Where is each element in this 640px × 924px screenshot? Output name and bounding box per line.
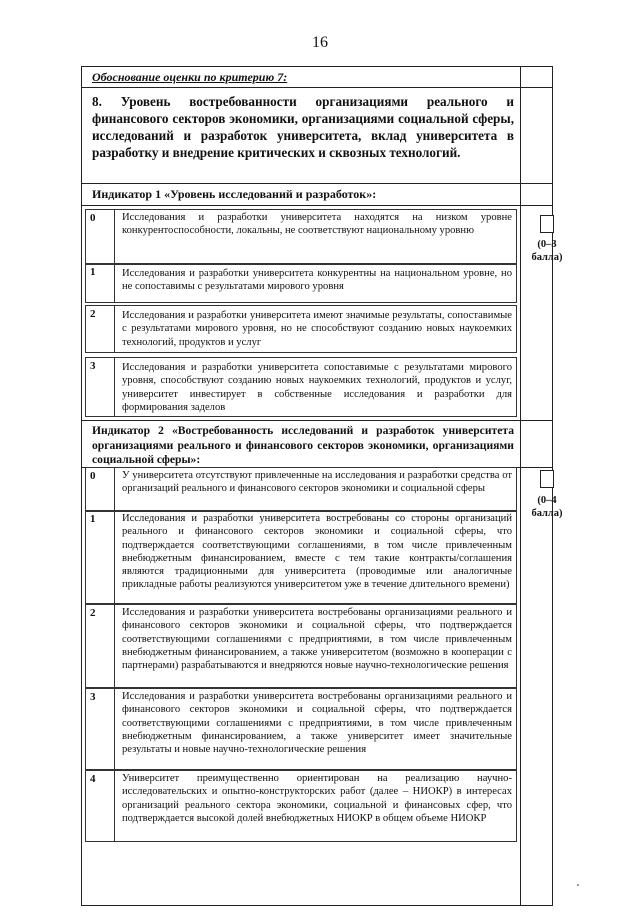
indicator-2-title: Индикатор 2 «Востребованность исследований и разработок университета организациями реального и финансового секторов экономики, организациями социальной сферы»: <box>92 424 514 466</box>
indicator-2-level-4 <box>85 770 517 842</box>
level-description: Исследования и разработки университета востребованы со стороны организаций реального и финансового секторов экономики и социальной сферы, что подтверждается соответствующими соглашениями, в том числе привлеченным внебюджетным финансированием, вместе с тем такие контракты/соглашения являются традиционными для университета (проводимые или аналогичные прикладные работы реализуются университетом уже в течение длительного времени) <box>122 513 512 591</box>
justification-heading: Обоснование оценки по критерию 7: <box>92 70 288 84</box>
row-divider <box>81 87 553 88</box>
level-description: Исследования и разработки университета находятся на низком уровне конкурентоспособности, локальны, не соответствуют национальному уровню <box>122 212 512 237</box>
indicator-2-score-range: (0–4 <box>537 495 557 506</box>
scan-speck <box>577 884 579 886</box>
indicator-1-level-0 <box>85 209 517 265</box>
indicator-1-score-checkbox[interactable] <box>540 215 554 233</box>
row-divider <box>81 183 553 184</box>
indicator-2-score-checkbox[interactable] <box>540 470 554 488</box>
level-description: Исследования и разработки университета имеют значимые результаты, сопоставимые с результатами мирового уровня, но не способствуют созданию новых наукоемких технологий, продуктов и услуг <box>122 310 512 348</box>
level-number: 0 <box>90 212 96 224</box>
level-number: 1 <box>90 513 96 525</box>
indicator-2-level-3 <box>85 688 517 770</box>
indicator-2-score-unit: балла) <box>531 508 563 519</box>
row-divider <box>81 420 553 421</box>
indicator-1-level-2 <box>85 305 517 353</box>
score-column-divider <box>520 66 521 906</box>
level-number: 1 <box>90 266 96 278</box>
criterion-title: 8. Уровень востребованности организациями реального и финансового секторов экономики, организациями социальной сферы, исследований и разработок университета, вклад университета в разработку и внедрение критических и сквозных технологий. <box>92 94 514 160</box>
indicator-1-level-3 <box>85 357 517 417</box>
indicator-1-level-1 <box>85 263 517 303</box>
level-number: 2 <box>90 308 96 320</box>
level-description: Исследования и разработки университета востребованы организациями реального и финансового секторов экономики и социальной сферы, что подтверждается соответствующими соглашениями с предприятиями, в том числе привлеченным внебюджетным финансированием, а также университетом (возможно в кооперации с партнерами) разрабатываются и внедряются новые научно-технологические решения <box>122 607 512 672</box>
level-description: Исследования и разработки университета востребованы организациями реального и финансового секторов экономики и социальной сферы, что подтверждается соответствующими соглашениями с предприятиями, в том числе привлеченным внебюджетным финансированием, а также университет имеет значительные результаты и новые научно-технологические решения <box>122 691 512 756</box>
indicator-1-score-unit: балла) <box>531 252 563 263</box>
row-divider <box>81 205 553 206</box>
level-number: 4 <box>90 773 96 785</box>
level-description: Исследования и разработки университета сопоставимые с результатами мирового уровня, способствуют созданию новых наукоемких технологий, продуктов и услуг, университет инвестирует в собственные исследования и разработки для формирования заделов <box>122 362 512 413</box>
level-description: У университета отсутствуют привлеченные на исследования и разработки средства от организаций реального и финансового секторов экономики и социальной сферы <box>122 470 512 495</box>
level-number: 3 <box>90 360 96 372</box>
level-description: Исследования и разработки университета конкурентны на национальном уровне, но не сопоставимы с результатами мирового уровня <box>122 268 512 293</box>
indicator-1-score-range: (0–3 <box>537 239 557 250</box>
indicator-2-level-0 <box>85 467 517 512</box>
indicator-1-title: Индикатор 1 «Уровень исследований и разработок»: <box>92 187 377 201</box>
level-number: 3 <box>90 691 96 703</box>
page-number: 16 <box>312 34 328 51</box>
level-description: Университет преимущественно ориентирован на реализацию научно-исследовательских и опытно-конструкторских работ (далее – НИОКР) в интересах организаций реального сектора экономики, социальной и финансовых сфер, что подтверждается высокой долей внебюджетных НИОКР в общем объеме НИОКР <box>122 773 512 824</box>
level-number: 0 <box>90 470 96 482</box>
level-number: 2 <box>90 607 96 619</box>
indicator-2-level-2 <box>85 604 517 688</box>
indicator-2-level-1 <box>85 510 517 604</box>
